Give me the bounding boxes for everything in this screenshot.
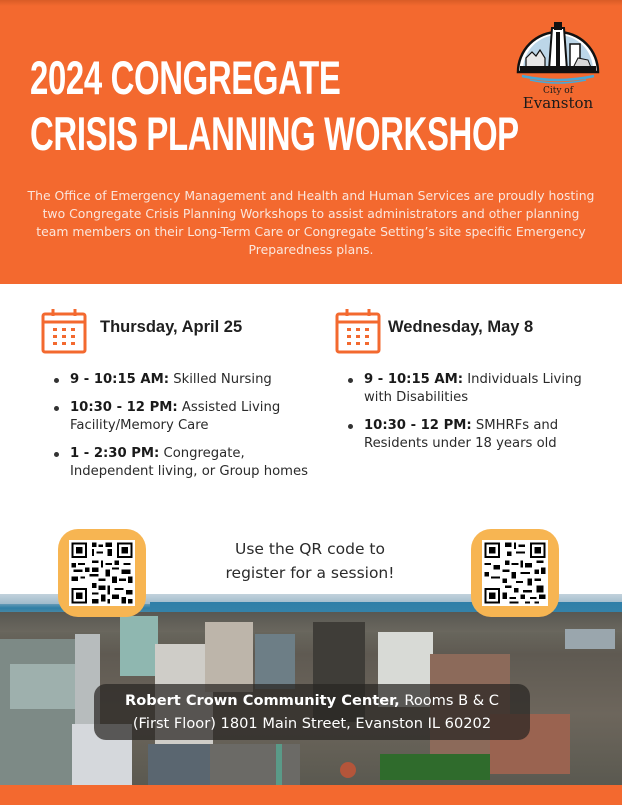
qr-code-icon xyxy=(69,540,135,606)
address-line-2: (First Floor) 1801 Main Street, Evanston IL 60202 xyxy=(132,715,492,732)
qr-caption-line-2: register for a session! xyxy=(225,564,395,582)
venue-rooms: Rooms B & C xyxy=(399,692,500,709)
session-desc: Skilled Nursing xyxy=(173,372,272,387)
header-shade xyxy=(0,0,622,6)
building xyxy=(120,616,158,676)
tree xyxy=(340,762,356,778)
building xyxy=(148,744,210,786)
session-desc: SMHRFs and Residents under 18 years old xyxy=(364,418,559,451)
qr-code-icon xyxy=(482,540,548,606)
session-item xyxy=(348,417,604,453)
building xyxy=(565,629,615,649)
title-line-2: CRISIS PLANNING WORKSHOP xyxy=(30,107,519,160)
day-wednesday xyxy=(334,306,604,463)
title-line-1: 2024 CONGREGATE xyxy=(30,51,341,104)
session-item xyxy=(54,371,310,389)
day-title: Wednesday, May 8 xyxy=(388,317,534,336)
svg-text:Evanston: Evanston xyxy=(522,94,594,112)
session-desc: Assisted Living Facility/Memory Care xyxy=(70,400,281,433)
session-time: 9 - 10:15 AM: xyxy=(364,372,464,387)
building xyxy=(205,622,253,692)
intro-paragraph: The Office of Emergency Management and Health and Human Services are proudly hosting two Congregate Crisis Planning Workshops to assist administrators and other planning team members on their Long-Term Care or Congregate Setting’s site specific Emergency Preparedness plans. xyxy=(27,188,595,257)
session-item xyxy=(54,399,310,435)
svg-text:City of: City of xyxy=(542,86,574,96)
session-desc: Congregate, Independent living, or Group homes xyxy=(70,446,308,479)
building xyxy=(255,634,295,689)
session-list xyxy=(348,371,604,453)
page-title xyxy=(30,50,519,162)
city-of-evanston-logo-icon xyxy=(512,14,604,114)
day-title: Thursday, April 25 xyxy=(100,317,243,336)
park-green xyxy=(380,754,490,780)
footer-bar xyxy=(0,785,622,805)
header-banner xyxy=(0,0,622,284)
address-line-1 xyxy=(94,689,530,712)
venue-name: Robert Crown Community Center, xyxy=(124,692,400,709)
session-item xyxy=(54,445,310,481)
qr-code-left[interactable] xyxy=(58,529,146,617)
location-address xyxy=(94,684,530,740)
session-desc: Individuals Living with Disabilities xyxy=(364,372,582,405)
day-thursday xyxy=(40,306,310,491)
church-spire xyxy=(276,744,282,786)
session-time: 9 - 10:15 AM: xyxy=(70,372,170,387)
session-time: 10:30 - 12 PM: xyxy=(364,418,472,433)
session-time: 10:30 - 12 PM: xyxy=(70,400,178,415)
day-header xyxy=(334,306,604,356)
calendar-icon xyxy=(40,307,88,355)
qr-caption xyxy=(180,537,440,585)
session-list xyxy=(54,371,310,481)
building xyxy=(210,744,300,786)
qr-caption-line-1: Use the QR code to xyxy=(234,540,385,558)
session-time: 1 - 2:30 PM: xyxy=(70,446,160,461)
building xyxy=(10,664,75,709)
calendar-icon xyxy=(334,307,382,355)
qr-code-right[interactable] xyxy=(471,529,559,617)
day-header xyxy=(40,306,310,356)
session-item xyxy=(348,371,604,407)
